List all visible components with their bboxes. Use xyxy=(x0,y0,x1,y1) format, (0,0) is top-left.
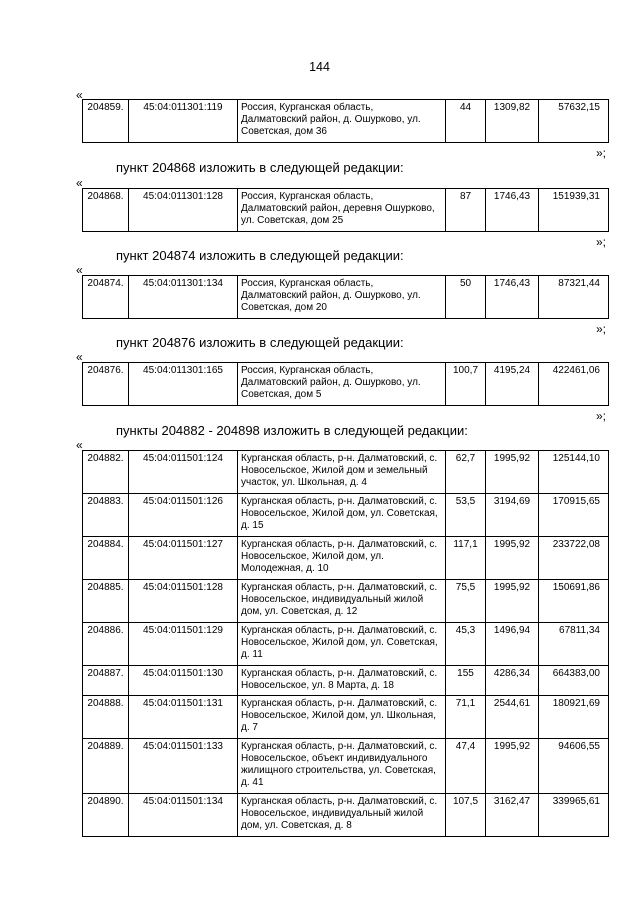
instruction-text: пункт 204874 изложить в следующей редакции: xyxy=(116,248,404,263)
address: Курганская область, р-н. Далматовский, с. Новосельское, Жилой дом, ул. Советская, д. 15 xyxy=(238,494,446,537)
quote-open: « xyxy=(76,263,83,277)
address: Россия, Курганская область, Далматовский район, деревня Ошурково, ул. Советская, дом 25 xyxy=(238,189,446,232)
total-value: 150691,86 xyxy=(539,580,609,623)
quote-open: « xyxy=(76,438,83,452)
table-row xyxy=(83,189,609,232)
address: Курганская область, р-н. Далматовский, с. Новосельское, объект индивидуального жилищного строительства, ул. Советская, д. 41 xyxy=(238,739,446,794)
row-number: 204882. xyxy=(83,451,129,494)
instruction-text: пункт 204868 изложить в следующей редакции: xyxy=(116,160,404,175)
table-row xyxy=(83,666,609,696)
area: 75,5 xyxy=(446,580,486,623)
unit-value: 1995,92 xyxy=(486,451,539,494)
cadastral-number: 45:04:011501:130 xyxy=(129,666,238,696)
cadastral-number: 45:04:011301:165 xyxy=(129,363,238,406)
total-value: 180921,69 xyxy=(539,696,609,739)
area: 44 xyxy=(446,100,486,143)
table-row xyxy=(83,451,609,494)
row-number: 204886. xyxy=(83,623,129,666)
quote-close: »; xyxy=(596,409,607,423)
record-table xyxy=(82,275,609,319)
total-value: 57632,15 xyxy=(539,100,609,143)
area: 87 xyxy=(446,189,486,232)
cadastral-number: 45:04:011501:124 xyxy=(129,451,238,494)
unit-value: 1995,92 xyxy=(486,537,539,580)
row-number: 204884. xyxy=(83,537,129,580)
row-number: 204868. xyxy=(83,189,129,232)
table-row xyxy=(83,100,609,143)
table-row xyxy=(83,696,609,739)
table-row xyxy=(83,739,609,794)
cadastral-number: 45:04:011501:129 xyxy=(129,623,238,666)
total-value: 422461,06 xyxy=(539,363,609,406)
unit-value: 1995,92 xyxy=(486,739,539,794)
cadastral-number: 45:04:011501:127 xyxy=(129,537,238,580)
area: 107,5 xyxy=(446,794,486,837)
unit-value: 2544,61 xyxy=(486,696,539,739)
cadastral-number: 45:04:011501:134 xyxy=(129,794,238,837)
quote-open: « xyxy=(76,88,83,102)
unit-value: 4286,34 xyxy=(486,666,539,696)
total-value: 664383,00 xyxy=(539,666,609,696)
quote-close: »; xyxy=(596,146,607,160)
row-number: 204890. xyxy=(83,794,129,837)
row-number: 204887. xyxy=(83,666,129,696)
address: Россия, Курганская область, Далматовский район, д. Ошурково, ул. Советская, дом 36 xyxy=(238,100,446,143)
area: 50 xyxy=(446,276,486,319)
total-value: 339965,61 xyxy=(539,794,609,837)
total-value: 233722,08 xyxy=(539,537,609,580)
area: 62,7 xyxy=(446,451,486,494)
page-number: 144 xyxy=(309,60,330,74)
total-value: 125144,10 xyxy=(539,451,609,494)
address: Курганская область, р-н. Далматовский, с. Новосельское, Жилой дом, ул. Молодежная, д. 10 xyxy=(238,537,446,580)
table-row xyxy=(83,494,609,537)
row-number: 204859. xyxy=(83,100,129,143)
quote-close: »; xyxy=(596,235,607,249)
row-number: 204889. xyxy=(83,739,129,794)
table-row xyxy=(83,276,609,319)
table-row xyxy=(83,537,609,580)
quote-close: »; xyxy=(596,322,607,336)
address: Россия, Курганская область, Далматовский район, д. Ошурково, ул. Советская, дом 20 xyxy=(238,276,446,319)
cadastral-number: 45:04:011501:128 xyxy=(129,580,238,623)
unit-value: 1995,92 xyxy=(486,580,539,623)
row-number: 204874. xyxy=(83,276,129,319)
unit-value: 3162,47 xyxy=(486,794,539,837)
row-number: 204888. xyxy=(83,696,129,739)
address: Россия, Курганская область, Далматовский район, д. Ошурково, ул. Советская, дом 5 xyxy=(238,363,446,406)
address: Курганская область, р-н. Далматовский, с. Новосельское, Жилой дом, ул. Школьная, д. 7 xyxy=(238,696,446,739)
instruction-text: пункты 204882 - 204898 изложить в следующей редакции: xyxy=(116,423,468,438)
area: 71,1 xyxy=(446,696,486,739)
area: 45,3 xyxy=(446,623,486,666)
table-row xyxy=(83,363,609,406)
unit-value: 1746,43 xyxy=(486,276,539,319)
record-table xyxy=(82,188,609,232)
unit-value: 1746,43 xyxy=(486,189,539,232)
area: 155 xyxy=(446,666,486,696)
address: Курганская область, р-н. Далматовский, с. Новосельское, Жилой дом, ул. Советская, д. 11 xyxy=(238,623,446,666)
unit-value: 1309,82 xyxy=(486,100,539,143)
record-table xyxy=(82,450,609,837)
total-value: 87321,44 xyxy=(539,276,609,319)
cadastral-number: 45:04:011301:119 xyxy=(129,100,238,143)
row-number: 204885. xyxy=(83,580,129,623)
area: 47,4 xyxy=(446,739,486,794)
table-row xyxy=(83,623,609,666)
area: 100,7 xyxy=(446,363,486,406)
table-row xyxy=(83,580,609,623)
area: 117,1 xyxy=(446,537,486,580)
total-value: 94606,55 xyxy=(539,739,609,794)
cadastral-number: 45:04:011501:133 xyxy=(129,739,238,794)
row-number: 204876. xyxy=(83,363,129,406)
total-value: 170915,65 xyxy=(539,494,609,537)
address: Курганская область, р-н. Далматовский, с. Новосельское, индивидуальный жилой дом, ул. Советская, д. 12 xyxy=(238,580,446,623)
address: Курганская область, р-н. Далматовский, с. Новосельское, Жилой дом и земельный участок, ул. Школьная, д. 4 xyxy=(238,451,446,494)
table-row xyxy=(83,794,609,837)
address: Курганская область, р-н. Далматовский, с. Новосельское, индивидуальный жилой дом, ул. Советская, д. 8 xyxy=(238,794,446,837)
unit-value: 1496,94 xyxy=(486,623,539,666)
cadastral-number: 45:04:011301:134 xyxy=(129,276,238,319)
quote-open: « xyxy=(76,176,83,190)
quote-open: « xyxy=(76,350,83,364)
record-table xyxy=(82,362,609,406)
cadastral-number: 45:04:011501:131 xyxy=(129,696,238,739)
total-value: 151939,31 xyxy=(539,189,609,232)
address: Курганская область, р-н. Далматовский, с. Новосельское, ул. 8 Марта, д. 18 xyxy=(238,666,446,696)
instruction-text: пункт 204876 изложить в следующей редакции: xyxy=(116,335,404,350)
total-value: 67811,34 xyxy=(539,623,609,666)
cadastral-number: 45:04:011301:128 xyxy=(129,189,238,232)
row-number: 204883. xyxy=(83,494,129,537)
area: 53,5 xyxy=(446,494,486,537)
cadastral-number: 45:04:011501:126 xyxy=(129,494,238,537)
record-table xyxy=(82,99,609,143)
unit-value: 3194,69 xyxy=(486,494,539,537)
unit-value: 4195,24 xyxy=(486,363,539,406)
